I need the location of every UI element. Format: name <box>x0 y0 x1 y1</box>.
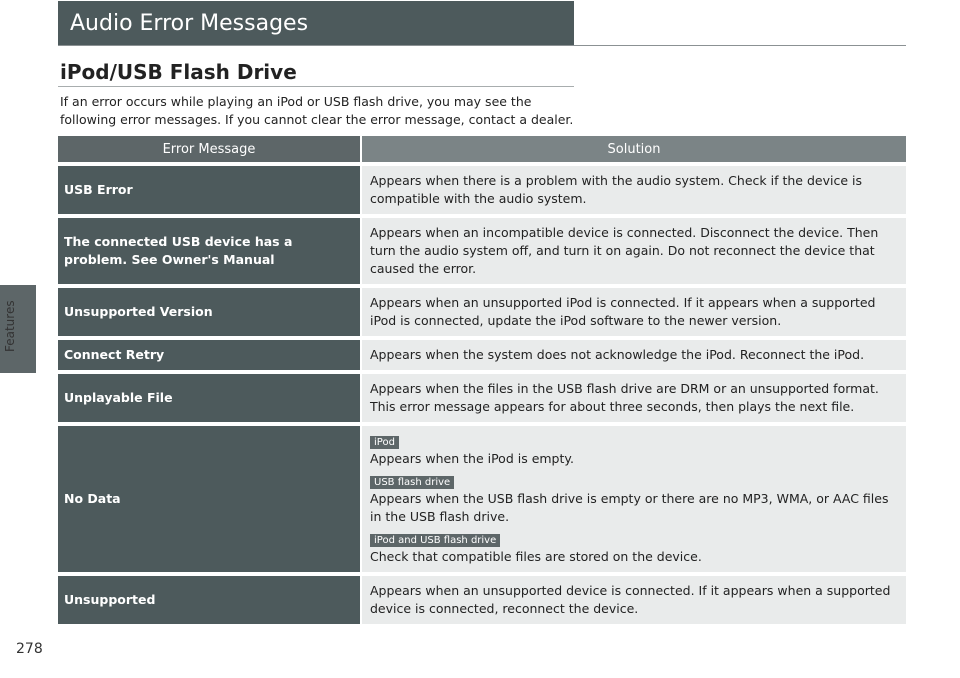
table-row <box>58 426 906 572</box>
table-row <box>58 166 906 214</box>
solution-subsection <box>370 432 898 468</box>
table-row <box>58 576 906 624</box>
error-message-cell: Unplayable File <box>58 374 360 422</box>
error-message-cell: The connected USB device has a problem. See Owner's Manual <box>58 218 360 284</box>
table-header <box>58 136 906 162</box>
page-title <box>58 1 574 45</box>
section-divider <box>58 86 574 87</box>
solution-text: Check that compatible files are stored on the device. <box>370 549 702 564</box>
solution-cell: Appears when the system does not acknowledge the iPod. Reconnect the iPod. <box>362 340 906 370</box>
error-message-table <box>58 136 906 628</box>
solution-text: Appears when the USB flash drive is empty or there are no MP3, WMA, or AAC files in the USB flash drive. <box>370 491 889 524</box>
table-row <box>58 218 906 284</box>
table-row <box>58 288 906 336</box>
header-solution: Solution <box>362 136 906 162</box>
intro-paragraph: If an error occurs while playing an iPod or USB flash drive, you may see the following error messages. If you cannot clear the error message, contact a dealer. <box>60 94 574 127</box>
page-number: 278 <box>16 641 43 657</box>
title-divider <box>58 45 906 46</box>
error-message-cell: No Data <box>58 426 360 572</box>
table-row <box>58 374 906 422</box>
solution-cell: Appears when an unsupported device is connected. If it appears when a supported device is connected, reconnect the device. <box>362 576 906 624</box>
solution-cell <box>362 426 906 572</box>
solution-subsection <box>370 472 898 526</box>
side-label: Features <box>3 300 17 352</box>
device-badge: iPod and USB flash drive <box>370 534 500 547</box>
solution-cell: Appears when there is a problem with the audio system. Check if the device is compatible with the audio system. <box>362 166 906 214</box>
header-error-message: Error Message <box>58 136 360 162</box>
device-badge: iPod <box>370 436 399 449</box>
device-badge: USB flash drive <box>370 476 454 489</box>
solution-text: Appears when the iPod is empty. <box>370 451 574 466</box>
error-message-cell: Unsupported Version <box>58 288 360 336</box>
page-title-text: Audio Error Messages <box>70 10 309 36</box>
solution-cell: Appears when the files in the USB flash drive are DRM or an unsupported format. This error message appears for about three seconds, then plays the next file. <box>362 374 906 422</box>
solution-subsection <box>370 530 898 566</box>
error-message-cell: USB Error <box>58 166 360 214</box>
solution-cell: Appears when an incompatible device is connected. Disconnect the device. Then turn the audio system off, and turn it on again. Do not reconnect the device that caused the error. <box>362 218 906 284</box>
solution-cell: Appears when an unsupported iPod is connected. If it appears when a supported iPod is connected, update the iPod software to the newer version. <box>362 288 906 336</box>
error-message-cell: Connect Retry <box>58 340 360 370</box>
error-message-cell: Unsupported <box>58 576 360 624</box>
section-heading: iPod/USB Flash Drive <box>60 60 297 84</box>
table-row <box>58 340 906 370</box>
